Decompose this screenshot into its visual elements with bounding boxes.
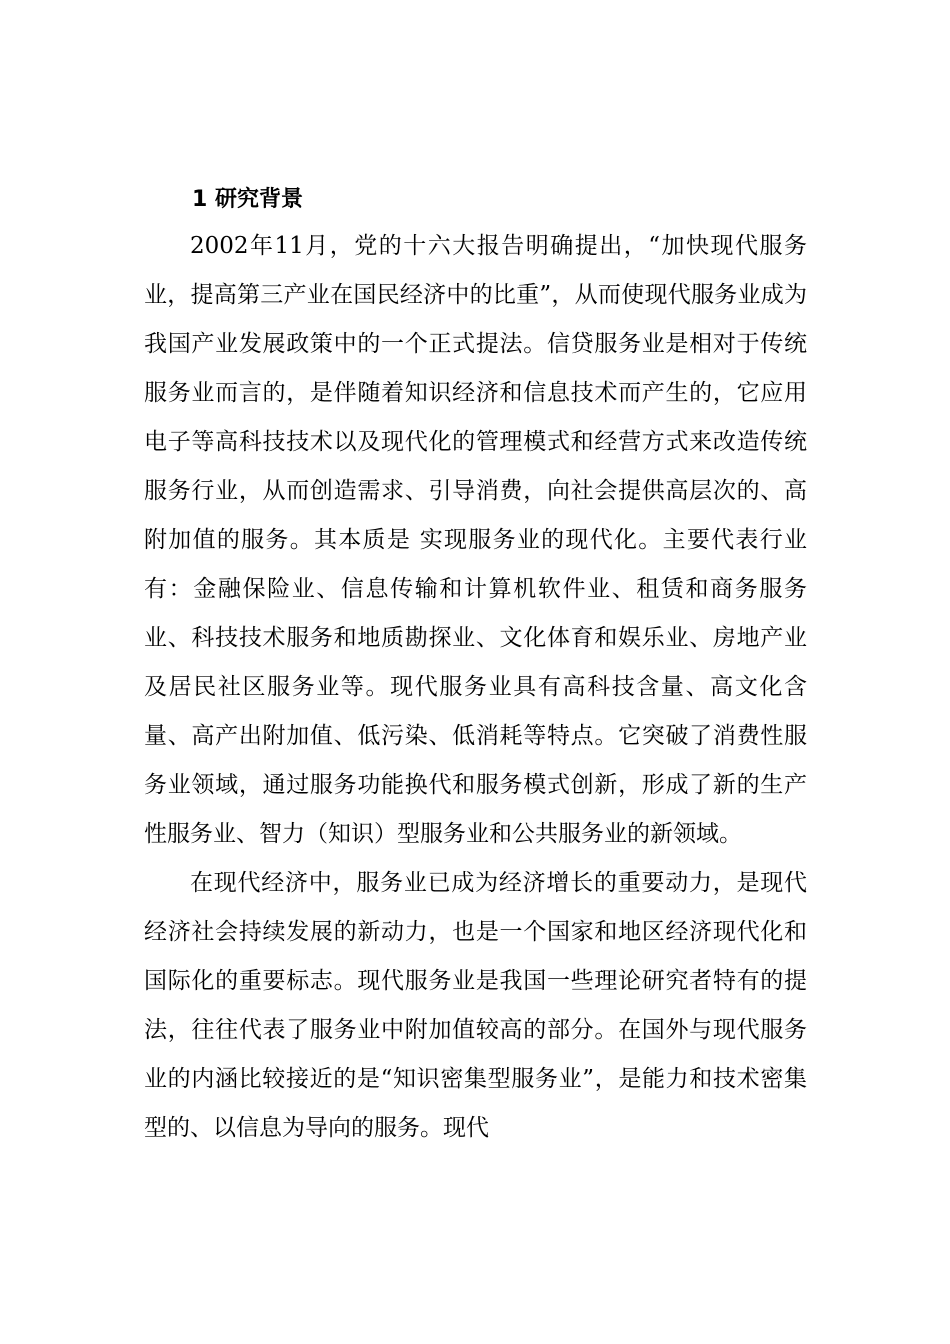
- paragraph-1: 2002年11月，党的十六大报告明确提出，“加快现代服务业，提高第三产业在国民经济中的比重”，从而使现代服务业成为我国产业发展政策中的一个正式提法。信贷服务业是相对于传统服务业而言的，是伴随着知识经济和信息技术而产生的，它应用电子等高科技技术以及现代化的管理模式和经营方式来改造传统服务行业，从而创造需求、引导消费，向社会提供高层次的、高附加值的服务。其本质是 实现服务业的现代化。主要代表行业有：金融保险业、信息传输和计算机软件业、租赁和商务服务业、科技技术服务和地质勘探业、文化体育和娱乐业、房地产业及居民社区服务业等。现代服务业具有高科技含量、高文化含量、高产出附加值、低污染、低消耗等特点。它突破了消费性服务业领域，通过服务功能换代和服务模式创新，形成了新的生产性服务业、智力（知识）型服务业和公共服务业的新领域。: [144, 233, 807, 847]
- document-body: [144, 178, 807, 1153]
- section-heading: 1 研究背景: [192, 187, 303, 212]
- paragraph-2: 在现代经济中，服务业已成为经济增长的重要动力，是现代经济社会持续发展的新动力，也是一个国家和地区经济现代化和国际化的重要标志。现代服务业是我国一些理论研究者特有的提法，往往代表了服务业中附加值较高的部分。在国外与现代服务业的内涵比较接近的是“知识密集型服务业”，是能力和技术密集型的、以信息为导向的服务。现代: [144, 870, 807, 1141]
